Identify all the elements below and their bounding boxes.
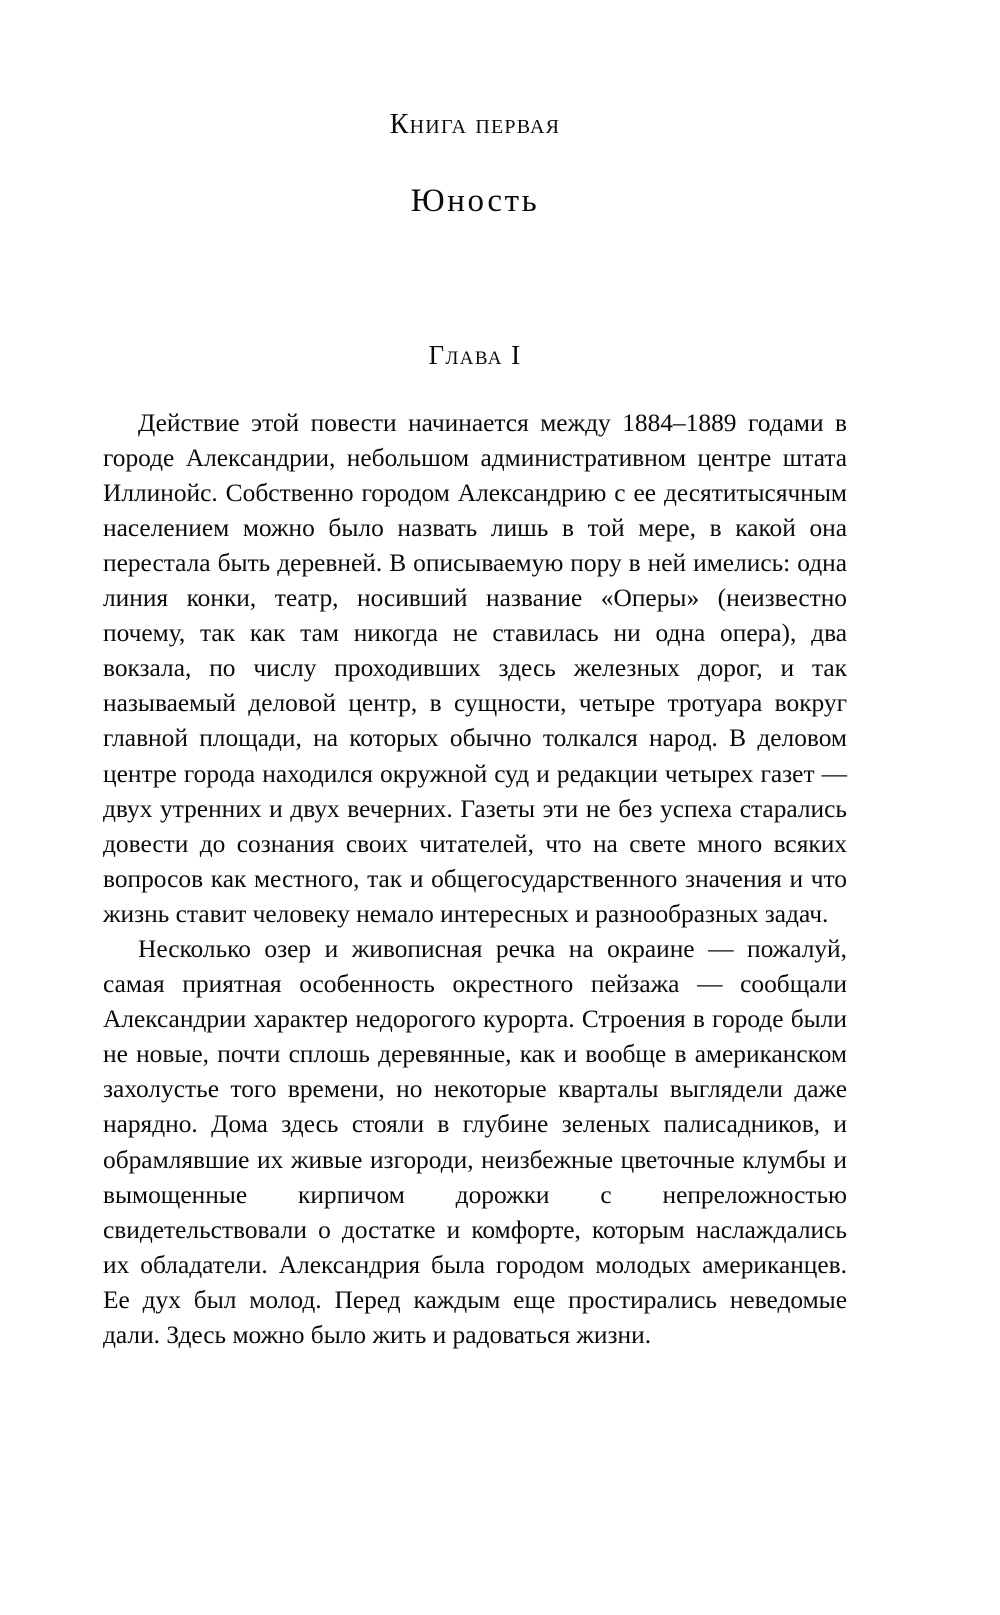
paragraph: Действие этой повести начинается между 1884–1889 годами в городе Александрии, небольшом административном центре штата Иллинойс. Собственно городом Александрию с ее десятитысячным населением можно было назвать лишь в той мере, в какой она перестала быть деревней. В описываемую пору в ней имелись: одна линия конки, театр, носивший название «Оперы» (неизвестно почему, так как там никогда не ставилась ни одна опера), два вокзала, по числу проходивших здесь железных дорог, и так называемый деловой центр, в сущности, четыре тротуара вокруг главной площади, на которых обычно толкался народ. В деловом центре города находился окружной суд и редакции четырех газет — двух утренних и двух вечерних. Газеты эти не без успеха старались довести до сознания своих читателей, что на свете много всяких вопросов как местного, так и общегосударственного значения и что жизнь ставит человеку немало интересных и разнообразных задач.	[103, 408, 847, 928]
part-title: Юность	[410, 182, 540, 219]
page-content-column	[103, 0, 847, 1353]
chapter-heading: Глава I	[428, 340, 522, 371]
book-part-label: Книга первая	[389, 109, 561, 140]
paragraph: Несколько озер и живописная речка на окраине — пожалуй, самая приятная особенность окрестного пейзажа — сообщали Александрии характер недорогого курорта. Строения в городе были не новые, почти сплошь деревянные, как и вообще в американском захолустье того времени, но некоторые кварталы выглядели даже нарядно. Дома здесь стояли в глубине зеленых палисадников, и обрамлявшие их живые изгороди, неизбежные цветочные клумбы и вымощенные кирпичом дорожки с непреложностью свидетельствовали о достатке и комфорте, которым наслаждались их обладатели. Александрия была городом молодых американцев. Ее дух был молод. Перед каждым еще простирались неведомые дали. Здесь можно было жить и радоваться жизни.	[103, 934, 847, 1350]
body-text	[103, 372, 847, 1354]
